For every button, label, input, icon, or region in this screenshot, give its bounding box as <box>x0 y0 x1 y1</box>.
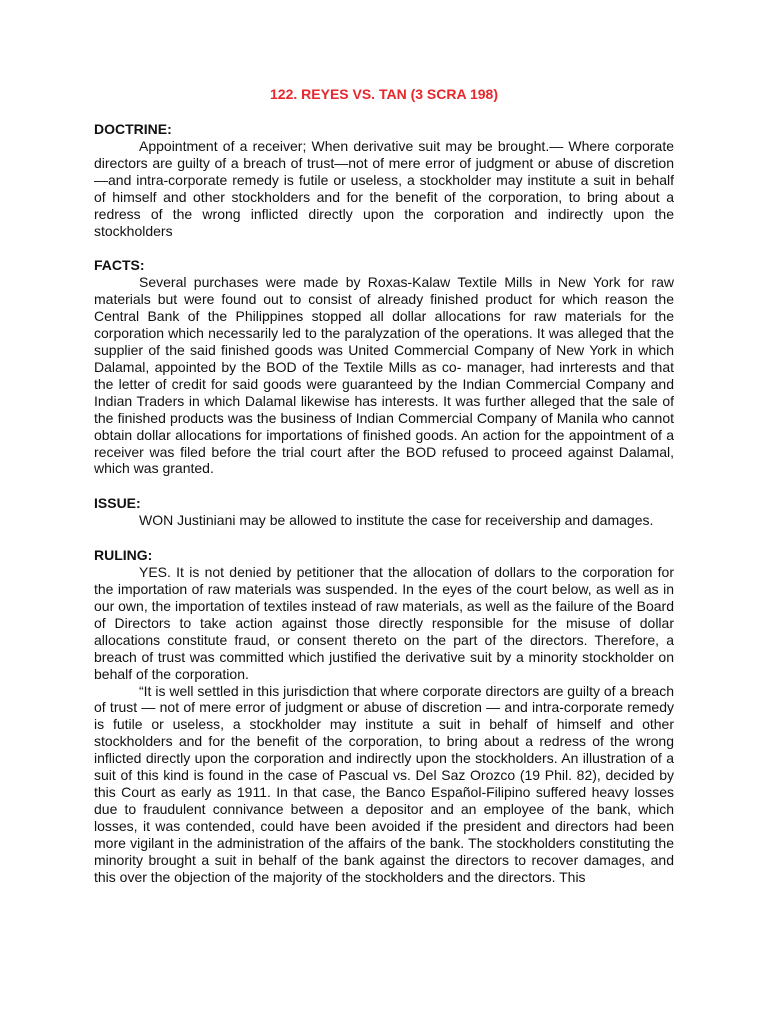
facts-section <box>94 257 674 477</box>
document-title: 122. REYES VS. TAN (3 SCRA 198) <box>270 86 498 102</box>
issue-paragraph: WON Justiniani may be allowed to institute the case for receivership and damages. <box>139 512 654 529</box>
doctrine-section <box>94 121 674 239</box>
ruling-paragraph-1: YES. It is not denied by petitioner that the allocation of dollars to the corporation for the importation of raw materials was suspended. In the eyes of the court below, as well as in our own, the importation of textiles instead of raw materials, as well as the failure of the Board of Directors to take action against those directly responsible for the misuse of dollar allocations constitute fraud, or consent thereto on the part of the directors. Therefore, a breach of trust was committed which justified the derivative suit by a minority stockholder on behalf of the corporation. <box>94 564 674 682</box>
ruling-section <box>94 547 674 885</box>
doctrine-heading: DOCTRINE: <box>94 121 172 137</box>
facts-heading: FACTS: <box>94 257 145 274</box>
ruling-paragraph-2: “It is well settled in this jurisdiction that where corporate directors are guilty of a breach of trust — not of mere error of judgment or abuse of discretion — and intra-corporate remedy is futile or useless, a stockholder may institute a suit in behalf of himself and other stockholders and for the benefit of the corporation, to bring about a redress of the wrong inflicted directly upon the corporation and indirectly upon the stockholders. An illustration of a suit of this kind is found in the case of Pascual vs. Del Saz Orozco (19 Phil. 82), decided by this Court as early as 1911. In that case, the Banco Español-Filipino suffered heavy losses due to fraudulent connivance between a depositor and an employee of the bank, which losses, it was contended, could have been avoided if the president and directors had been more vigilant in the administration of the affairs of the bank. The stockholders constituting the minority brought a suit in behalf of the bank against the directors to recover damages, and this over the objection of the majority of the stockholders and the directors. This <box>94 682 674 885</box>
issue-section <box>94 495 674 529</box>
document-page <box>94 86 674 903</box>
doctrine-paragraph: Appointment of a receiver; When derivative suit may be brought.— Where corporate directors are guilty of a breach of trust—not of mere error of judgment or abuse of discretion—and intra-corporate remedy is futile or useless, a stockholder may institute a suit in behalf of himself and other stockholders and for the benefit of the corporation, to bring about a redress of the wrong inflicted directly upon the corporation and indirectly upon the stockholders <box>94 138 674 239</box>
facts-paragraph: Several purchases were made by Roxas-Kalaw Textile Mills in New York for raw materials but were found out to consist of already finished product for which reason the Central Bank of the Philippines stopped all dollar allocations for raw materials for the corporation which necessarily led to the paralyzation of the operations. It was alleged that the supplier of the said finished goods was United Commercial Company of New York in which Dalamal, appointed by the BOD of the Textile Mills as co- manager, had inrterests and that the letter of credit for said goods were guaranteed by the Indian Commercial Company and Indian Traders in which Dalamal likewise has interests. It was further alleged that the sale of the finished products was the business of Indian Commercial Company of Manila who cannot obtain dollar allocations for importations of finished goods. An action for the appointment of a receiver was filed before the trial court after the BOD refused to proceed against Dalamal, which was granted. <box>94 274 674 477</box>
issue-heading: ISSUE: <box>94 495 141 512</box>
ruling-heading: RULING: <box>94 547 153 564</box>
